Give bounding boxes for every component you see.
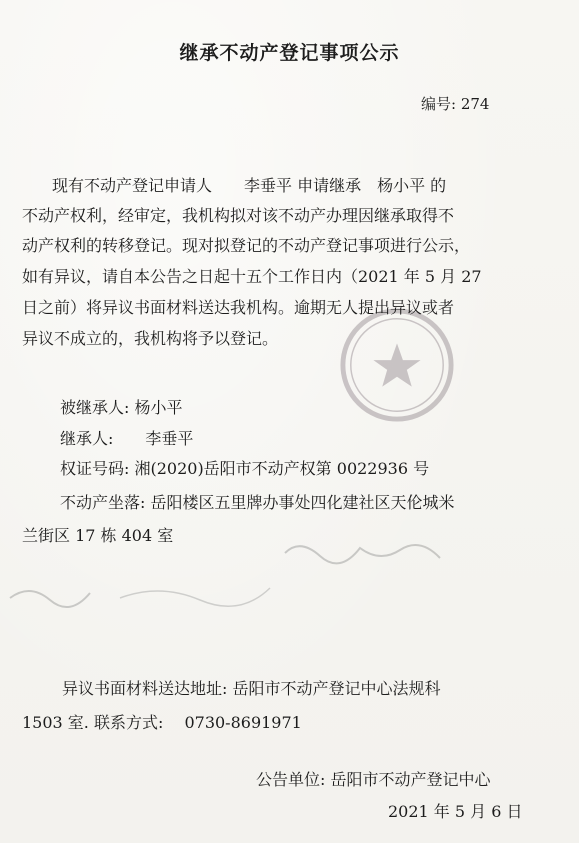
issuer: 公告单位: 岳阳市不动产登记中心 (256, 770, 491, 789)
body-line-5: 日之前）将异议书面材料送达我机构。逾期无人提出异议或者 (22, 298, 455, 317)
body-line-6: 异议不成立的，我机构将予以登记。 (22, 329, 279, 348)
address-line-1: 异议书面材料送达地址: 岳阳市不动产登记中心法规科 (62, 679, 441, 698)
page-title: 继承不动产登记事项公示 (179, 42, 400, 64)
decedent-field: 被继承人: 杨小平 (60, 398, 183, 417)
location-field-line-2: 兰街区 17 栋 404 室 (22, 526, 174, 545)
body-line-4: 如有异议，请自本公告之日起十五个工作日内（2021 年 5 月 27 (22, 267, 482, 286)
serial-number: 编号: 274 (421, 95, 490, 113)
body-line-3: 动产权利的转移登记。现对拟登记的不动产登记事项进行公示， (22, 236, 471, 255)
issue-date: 2021 年 5 月 6 日 (388, 802, 523, 821)
body-line-1: 现有不动产登记申请人 李垂平 申请继承 杨小平 的 (52, 176, 447, 195)
body-line-2: 不动产权利，经审定，我机构拟对该不动产办理因继承取得不 (22, 206, 455, 225)
heir-field: 继承人: 李垂平 (60, 429, 194, 448)
location-field-line-1: 不动产坐落: 岳阳楼区五里牌办事处四化建社区天伦城米 (60, 493, 455, 512)
official-seal-stamp (338, 306, 456, 424)
certificate-field: 权证号码: 湘(2020)岳阳市不动产权第 0022936 号 (60, 459, 430, 478)
address-line-2: 1503 室. 联系方式: 0730-8691971 (22, 713, 302, 732)
